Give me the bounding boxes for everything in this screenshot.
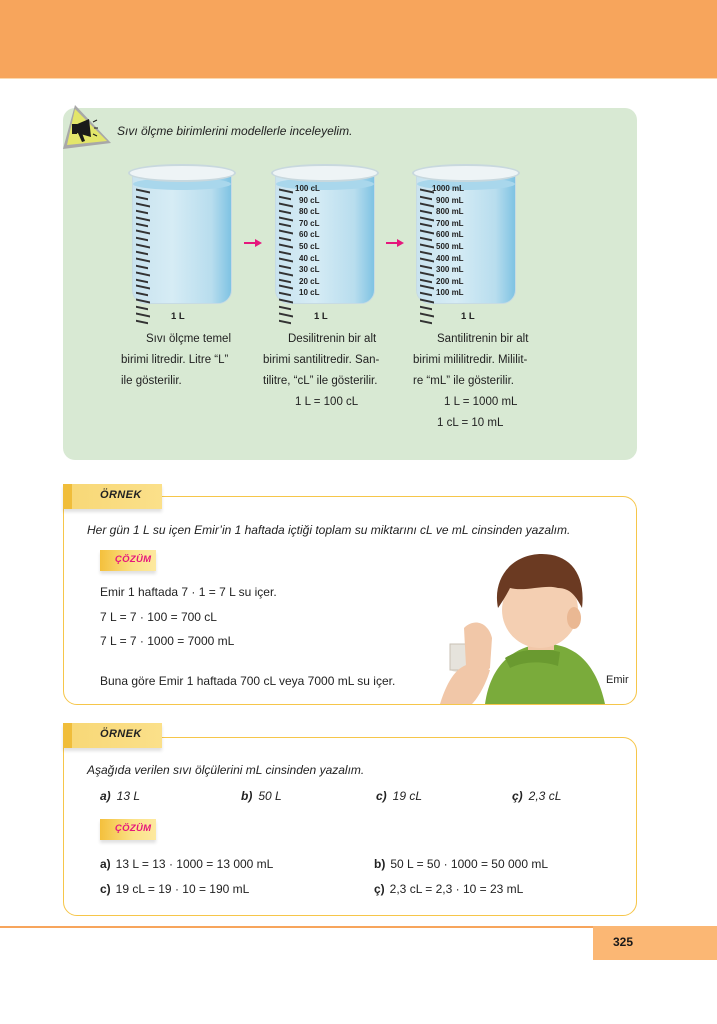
arrow-right-icon [244, 239, 262, 247]
page-number: 325 [613, 935, 634, 949]
solution-b: b) 50 L = 50 · 1000 = 50 000 mL [374, 857, 549, 871]
solution-cc: ç) 2,3 cL = 2,3 · 10 = 23 mL [374, 882, 524, 896]
footer-divider [0, 926, 593, 928]
beaker-centiliter [271, 164, 379, 306]
solution-a: a) 13 L = 13 · 1000 = 13 000 mL [100, 857, 274, 871]
example-question: Aşağıda verilen sıvı ölçülerini mL cinsinden yazalım. [87, 763, 365, 777]
beaker-caption: 1 L [314, 311, 328, 322]
arrow-right-icon [386, 239, 404, 247]
solution-tab: ÇÖZÜM [100, 819, 156, 840]
beaker-scale-ticks [136, 190, 150, 328]
solution-line: Emir 1 haftada 7 · 1 = 7 L su içer. [100, 585, 277, 599]
description-liter: Sıvı ölçme temel birimi litredir. Litre “L” ile gösterilir. [121, 333, 231, 387]
example-tab: ÖRNEK [63, 484, 162, 509]
example-tab: ÖRNEK [63, 723, 162, 748]
beaker-milliliter [412, 164, 520, 306]
beaker-liter [128, 164, 236, 306]
description-centiliter: Desilitrenin bir alt birimi santilitredir. San- tilitre, “cL” ile gösterilir. 1 L = 100 cL [263, 329, 403, 413]
beaker-caption: 1 L [171, 311, 185, 322]
beaker-scale-ticks [279, 190, 293, 328]
solution-line: 7 L = 7 · 1000 = 7000 mL [100, 634, 235, 648]
option-c: c) 19 cL [376, 789, 423, 803]
solution-line: 7 L = 7 · 100 = 700 cL [100, 610, 217, 624]
option-a: a) 13 L [100, 789, 141, 803]
option-b: b) 50 L [241, 789, 282, 803]
beaker-caption: 1 L [461, 311, 475, 322]
megaphone-icon [61, 103, 113, 153]
solution-c: c) 19 cL = 19 · 10 = 190 mL [100, 882, 250, 896]
header-band [0, 0, 717, 79]
info-title: Sıvı ölçme birimlerini modellerle inceleyelim. [117, 124, 353, 138]
option-cc: ç) 2,3 cL [512, 789, 562, 803]
formula: 1 cL = 10 mL [437, 417, 504, 429]
page-number-box [593, 926, 717, 960]
solution-conclusion: Buna göre Emir 1 haftada 700 cL veya 7000 mL su içer. [100, 674, 396, 688]
example-question: Her gün 1 L su içen Emir’in 1 haftada içtiği toplam su miktarını cL ve mL cinsinden yazalım. [87, 523, 571, 537]
formula: 1 L = 100 cL [295, 396, 359, 408]
description-milliliter: Santilitrenin bir alt birimi mililitredir. Mililit- re “mL” ile gösterilir. 1 L = 1000 mL 1 cL = 10 mL [413, 329, 558, 434]
beaker-scale-labels: 100 cL 90 cL 80 cL 70 cL 60 cL 50 cL 40 cL 30 cL 20 cL 10 cL [295, 184, 320, 298]
boy-drinking-water-image [430, 548, 610, 704]
solution-tab: ÇÖZÜM [100, 550, 156, 571]
image-caption: Emir [606, 674, 629, 686]
formula: 1 L = 1000 mL [444, 396, 518, 408]
beaker-scale-labels: 1000 mL 900 mL 800 mL 700 mL 600 mL 500 mL 400 mL 300 mL 200 mL 100 mL [432, 184, 465, 298]
